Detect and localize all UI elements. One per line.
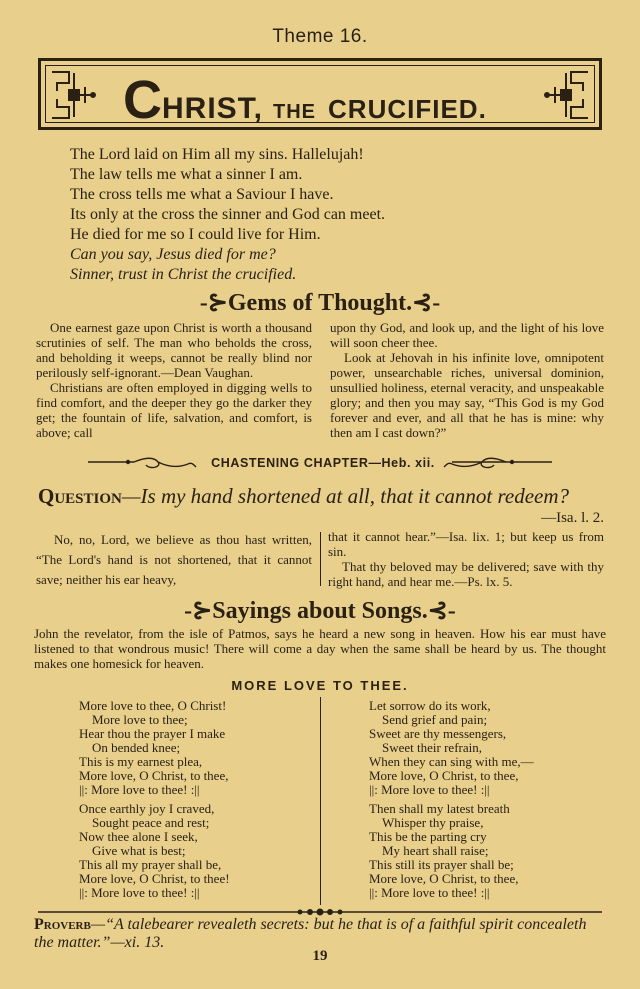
verse-line: On bended knee; (92, 740, 181, 755)
proverb-block (34, 916, 606, 952)
question-reference: —Isa. l. 2. (541, 510, 604, 526)
rule-dot-icon (307, 909, 313, 915)
theme-label: Theme 16. (272, 26, 368, 47)
verse-line: When they can sing with me,— (369, 754, 534, 769)
verse-line: More love to thee; (92, 712, 188, 727)
question-block (38, 484, 606, 526)
intro-italic-line: Sinner, trust in Christ the crucified. (70, 266, 297, 283)
intro-line: He died for me so I could live for Him. (70, 226, 321, 243)
intro-line: The Lord laid on Him all my sins. Hallelujah! (70, 146, 364, 163)
title-initial: C (123, 70, 162, 130)
gems-right-column (330, 320, 604, 440)
verse-line: Hear thou the prayer I make (79, 726, 226, 741)
title-banner (38, 58, 602, 130)
verse-line: More love, O Christ, to thee, (79, 768, 229, 783)
intro-italic-line: Can you say, Jesus died for me? (70, 246, 276, 263)
hymn-verse-3 (369, 699, 609, 797)
gems-of-thought-heading: -⊱Gems of Thought.⊰- (199, 290, 441, 316)
songs-intro-paragraph: John the revelator, from the isle of Patmos, says he heard a new song in heaven. How his ear must have listened to that wondrous music! There will come a day when the same shall be heard by us. The thought makes one homesick for heaven. (34, 626, 606, 671)
rule-dot-icon (338, 910, 343, 915)
verse-line: Send grief and pain; (382, 712, 488, 727)
question-answer: That thy beloved may be delivered; save with thy right hand, and hear me.—Ps. lx. 5. (328, 559, 604, 589)
verse-line: More love, O Christ, to thee, (369, 871, 519, 886)
verse-line: ||: More love to thee! :|| (369, 885, 490, 900)
verse-line: Whisper thy praise, (382, 815, 484, 830)
hymn-verse-2 (79, 802, 309, 900)
main-title (123, 70, 487, 130)
chapter-rule (88, 455, 552, 475)
verse-line: More love, O Christ, to thee! (79, 871, 230, 886)
intro-line: The cross tells me what a Saviour I have. (70, 186, 334, 203)
verse-line: Give what is best; (92, 843, 186, 858)
verse-line: ||: More love to thee! :|| (79, 782, 200, 797)
question-left-column (36, 530, 312, 590)
verse-line: Now thee alone I seek, (79, 829, 198, 844)
chapter-label: CHASTENING CHAPTER—Heb. xii. (211, 456, 435, 470)
title-word-the: THE (273, 101, 317, 123)
greek-key-ornament-right (541, 69, 591, 121)
hymn-verse-4 (369, 802, 609, 900)
verse-line: My heart shall raise; (382, 843, 489, 858)
verse-line: More love to thee, O Christ! (79, 698, 227, 713)
proverb-text: —“A talebearer revealeth secrets: but he that is of a faithful spirit concealeth the matter.”—xi. 13. (34, 916, 587, 951)
rule-dot-icon (327, 909, 333, 915)
verse-line: ||: More love to thee! :|| (79, 885, 200, 900)
question-answer: No, no, Lord, we believe as thou hast written, “The Lord's hand is not shortened, that it cannot save; neither his ear heavy, (36, 532, 312, 587)
verse-line: Sought peace and rest; (92, 815, 210, 830)
verse-line: Let sorrow do its work, (369, 698, 491, 713)
bottom-ornamental-rule (38, 908, 602, 916)
gems-paragraph: Christians are often employed in digging wells to find comfort, and the deeper they go the darker they get; the fountain of life, salvation, and comfort, is above; call (36, 380, 312, 440)
verse-line: Once earthly joy I craved, (79, 801, 215, 816)
gems-paragraph: Look at Jehovah in his infinite love, omnipotent power, unsearchable riches, universal dominion, unsullied holiness, eternal veracity, and unspeakable glory; and then you may say, “This God is my God forever and ever, and all that he has is mine: why then am I cast down?” (330, 350, 604, 440)
proverb-label: Proverb (34, 916, 91, 933)
greek-key-ornament-left (49, 69, 99, 121)
intro-verses (70, 145, 610, 285)
rule-dot-icon (298, 910, 303, 915)
sayings-about-songs-heading: -⊱Sayings about Songs.⊰- (184, 598, 456, 624)
verse-line: Sweet are thy messengers, (369, 726, 507, 741)
verse-line: This be the parting cry (369, 829, 487, 844)
verse-line: This all my prayer shall be, (79, 857, 222, 872)
page-number: 19 (312, 948, 328, 964)
question-right-column (328, 529, 604, 589)
verse-line: ||: More love to thee! :|| (369, 782, 490, 797)
verse-line: Sweet their refrain, (382, 740, 482, 755)
intro-line: Its only at the cross the sinner and God can meet. (70, 206, 386, 223)
hymn-verse-1 (79, 699, 309, 797)
gems-paragraph: upon thy God, and look up, and the light of his love will soon cheer thee. (330, 320, 604, 350)
hymn-title: MORE LOVE TO THEE. (231, 678, 409, 693)
rule-dot-icon (317, 909, 324, 916)
verse-line: This still its prayer shall be; (369, 857, 514, 872)
verse-line: Then shall my latest breath (369, 801, 510, 816)
verse-line: More love, O Christ, to thee, (369, 768, 519, 783)
gems-paragraph: One earnest gaze upon Christ is worth a thousand scrutinies of self. The man who beholds the cross, and beholding it weeps, cannot be really blind nor perilously self-ignorant.—Dean Vaughan. (36, 320, 312, 380)
intro-line: The law tells me what a sinner I am. (70, 166, 303, 183)
title-word-crucified: CRUCIFIED. (328, 94, 487, 124)
title-word-christ: HRIST, (162, 92, 264, 125)
verse-line: This is my earnest plea, (79, 754, 203, 769)
gems-left-column (36, 320, 312, 440)
question-text: —Is my hand shortened at all, that it cannot redeem? (121, 484, 570, 508)
hymn-column-divider (320, 697, 321, 905)
question-label: Question (38, 484, 122, 508)
question-column-divider (320, 532, 321, 586)
question-answer: that it cannot hear.”—Isa. lix. 1; but keep us from sin. (328, 529, 604, 559)
question-heading (38, 484, 606, 508)
